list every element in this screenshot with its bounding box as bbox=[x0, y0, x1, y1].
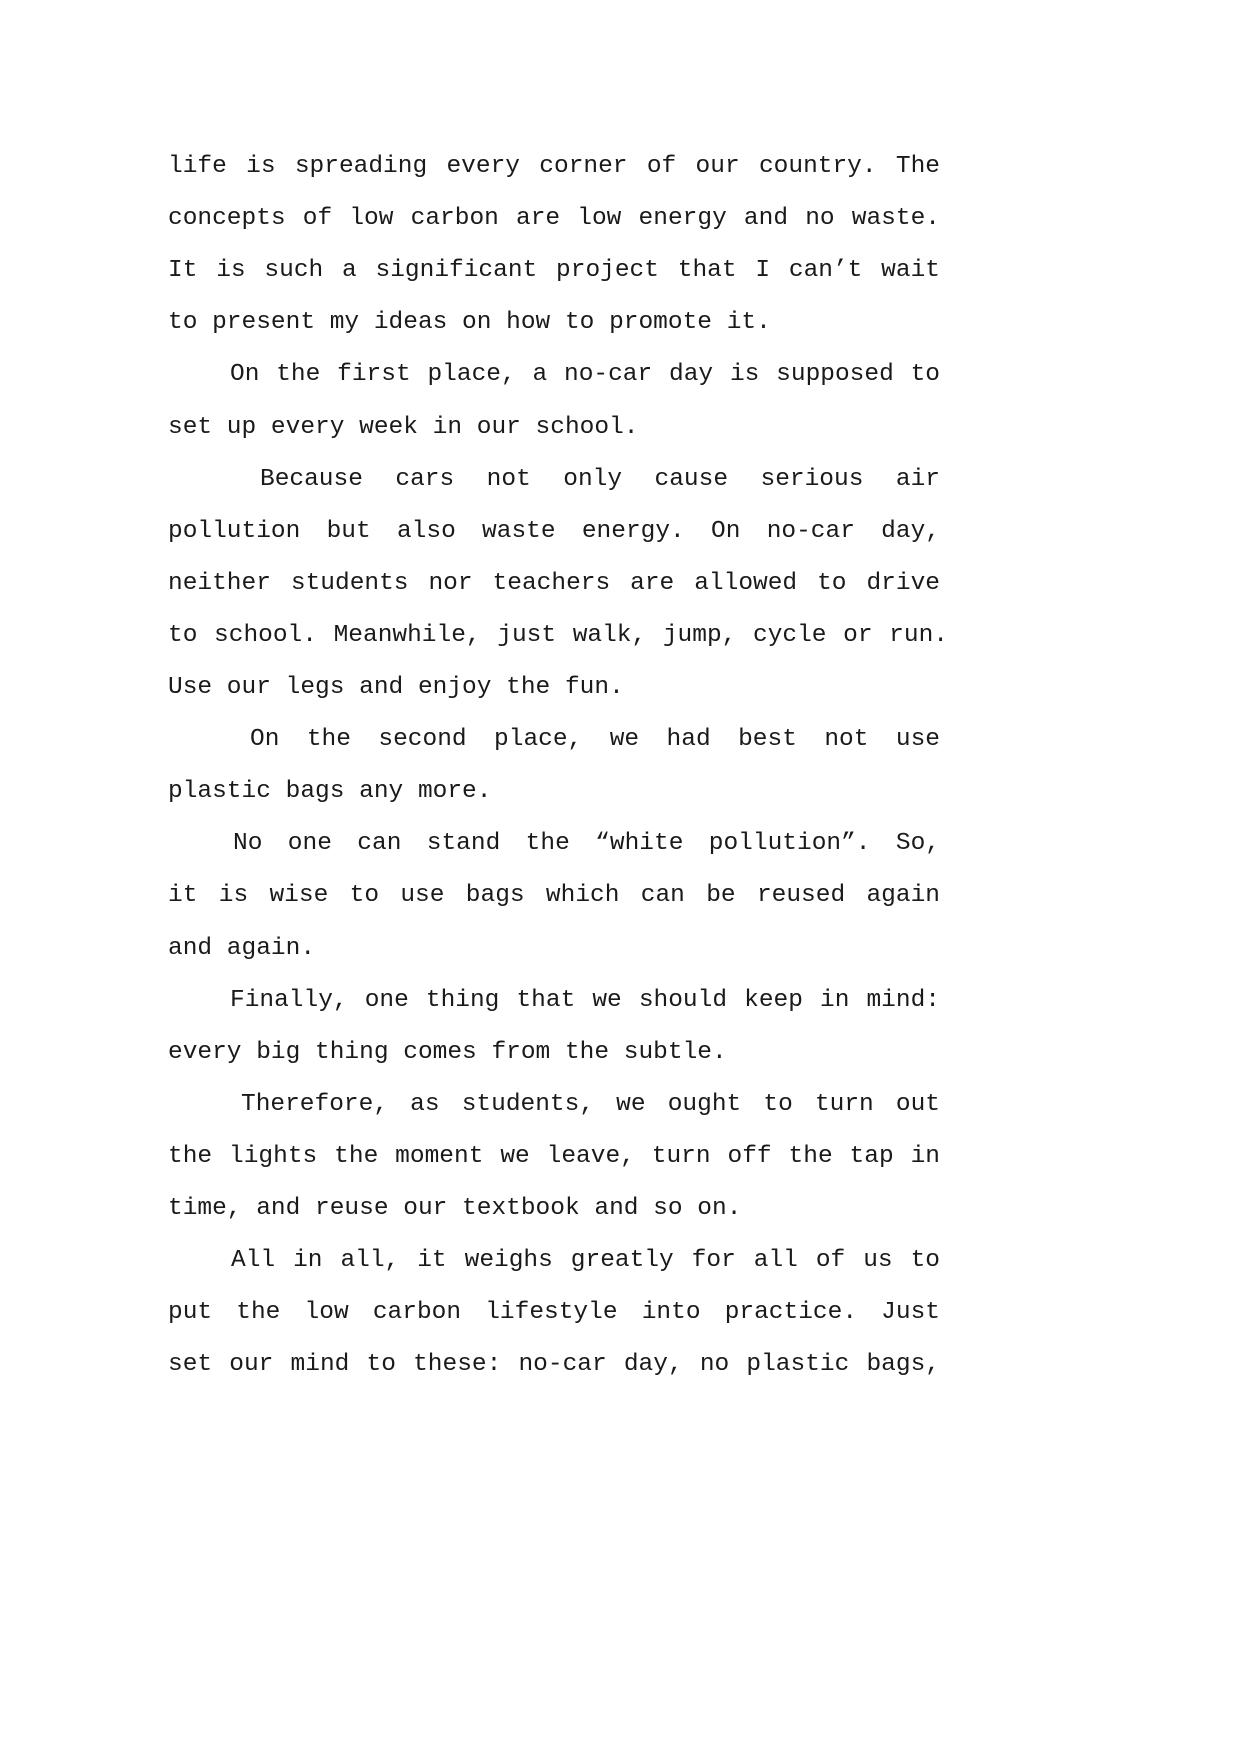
text-line: put the low carbon lifestyle into practice. Just bbox=[168, 1299, 940, 1327]
text-line: Because cars not only cause serious air bbox=[260, 465, 940, 493]
text-line: Therefore, as students, we ought to turn out bbox=[241, 1090, 940, 1118]
text-line: concepts of low carbon are low energy and no waste. bbox=[168, 205, 940, 233]
text-line: On the first place, a no-car day is supposed to bbox=[230, 361, 940, 389]
text-line: Use our legs and enjoy the fun. bbox=[168, 674, 624, 701]
text-line: the lights the moment we leave, turn off the tap in bbox=[168, 1142, 940, 1170]
text-line: On the second place, we had best not use bbox=[250, 726, 940, 754]
text-line: every big thing comes from the subtle. bbox=[168, 1038, 727, 1066]
text-line: set up every week in our school. bbox=[168, 413, 639, 441]
text-line: it is wise to use bags which can be reused again bbox=[168, 882, 940, 910]
text-line: life is spreading every corner of our country. The bbox=[168, 153, 940, 180]
text-line: It is such a significant project that I can’t wait bbox=[168, 257, 940, 285]
text-line: to school. Meanwhile, just walk, jump, cycle or run. bbox=[168, 621, 948, 649]
text-line: pollution but also waste energy. On no-car day, bbox=[168, 517, 940, 545]
text-line: to present my ideas on how to promote it. bbox=[168, 309, 771, 337]
text-line: set our mind to these: no-car day, no plastic bags, bbox=[168, 1351, 940, 1379]
text-line: and again. bbox=[168, 934, 316, 962]
text-line: plastic bags any more. bbox=[168, 778, 492, 806]
text-line: time, and reuse our textbook and so on. bbox=[168, 1195, 742, 1222]
text-line: Finally, one thing that we should keep in mind: bbox=[230, 986, 940, 1014]
text-line: No one can stand the “white pollution”. So, bbox=[233, 830, 940, 858]
text-line: All in all, it weighs greatly for all of us to bbox=[231, 1247, 940, 1275]
text-line: neither students nor teachers are allowed to drive bbox=[168, 569, 940, 597]
